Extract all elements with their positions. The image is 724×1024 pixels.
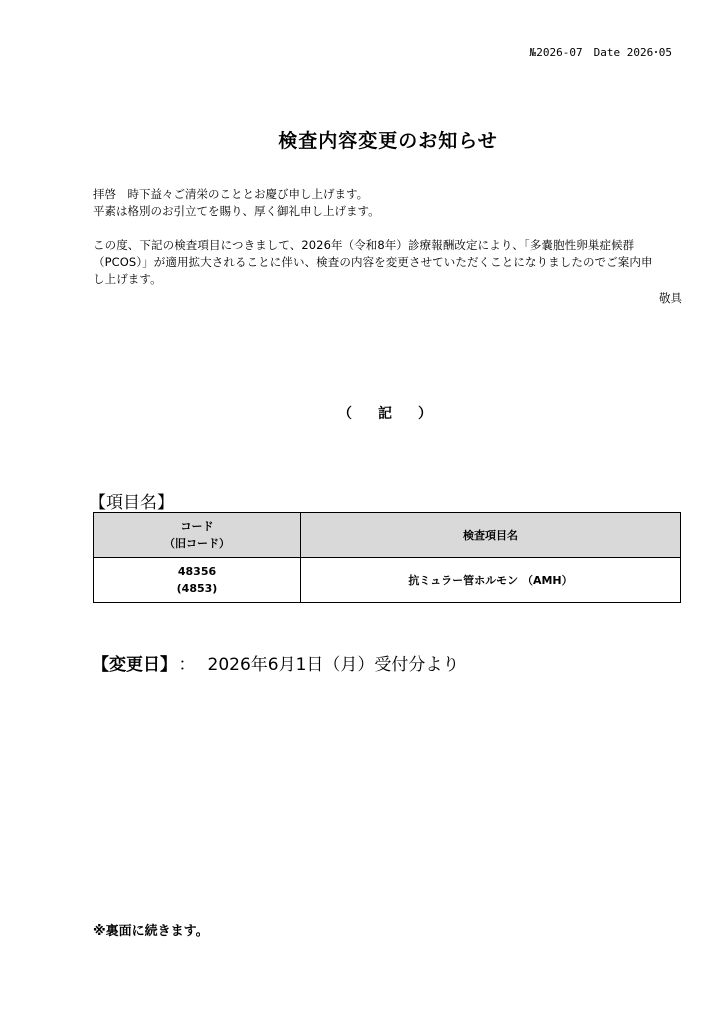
items-section-label: 【項目名】 bbox=[89, 493, 174, 513]
change-date-value: 2026年6月1日（月）受付分より bbox=[207, 655, 460, 675]
greeting-line: 拝啓 時下益々ご清栄のこととお慶び申し上げます。 bbox=[93, 187, 369, 201]
closing-word: 敬具 bbox=[659, 291, 682, 305]
table-row bbox=[94, 558, 681, 603]
old-code-header-label: （旧コード） bbox=[164, 537, 230, 550]
items-table bbox=[93, 512, 681, 603]
document-number: №2026-07 Date 2026･05 bbox=[529, 46, 672, 59]
page-title: 検査内容変更のお知らせ bbox=[278, 130, 498, 152]
name-column-header: 検査項目名 bbox=[301, 513, 681, 558]
change-date-separator: ： bbox=[178, 655, 196, 675]
ki-heading: （ 記 ） bbox=[338, 406, 438, 422]
body-line: （PCOS）」が適用拡大されることに伴い、検査の内容を変更させていただくことになりましたのでご案内申 bbox=[93, 255, 653, 269]
greeting bbox=[93, 186, 380, 220]
code-value: 48356 bbox=[177, 565, 217, 578]
body-line: この度、下記の検査項目につきまして、2026年（令和8年）診療報酬改定により、「多嚢胞性卵巣症候群 bbox=[93, 238, 635, 252]
code-header-label: コード bbox=[180, 520, 214, 533]
old-code-value: (4853) bbox=[176, 582, 218, 595]
code-column-header bbox=[94, 513, 301, 558]
table-header-row bbox=[94, 513, 681, 558]
body-paragraph bbox=[93, 237, 683, 288]
continue-note: ※裏面に続きます。 bbox=[93, 924, 209, 939]
greeting-line: 平素は格別のお引立てを賜り、厚く御礼申し上げます。 bbox=[93, 204, 380, 218]
item-name-cell: 抗ミュラー管ホルモン （AMH） bbox=[301, 558, 681, 603]
change-date bbox=[92, 650, 459, 675]
code-cell bbox=[94, 558, 301, 603]
body-line: し上げます。 bbox=[93, 272, 162, 286]
change-date-label: 【変更日】 bbox=[92, 655, 169, 675]
